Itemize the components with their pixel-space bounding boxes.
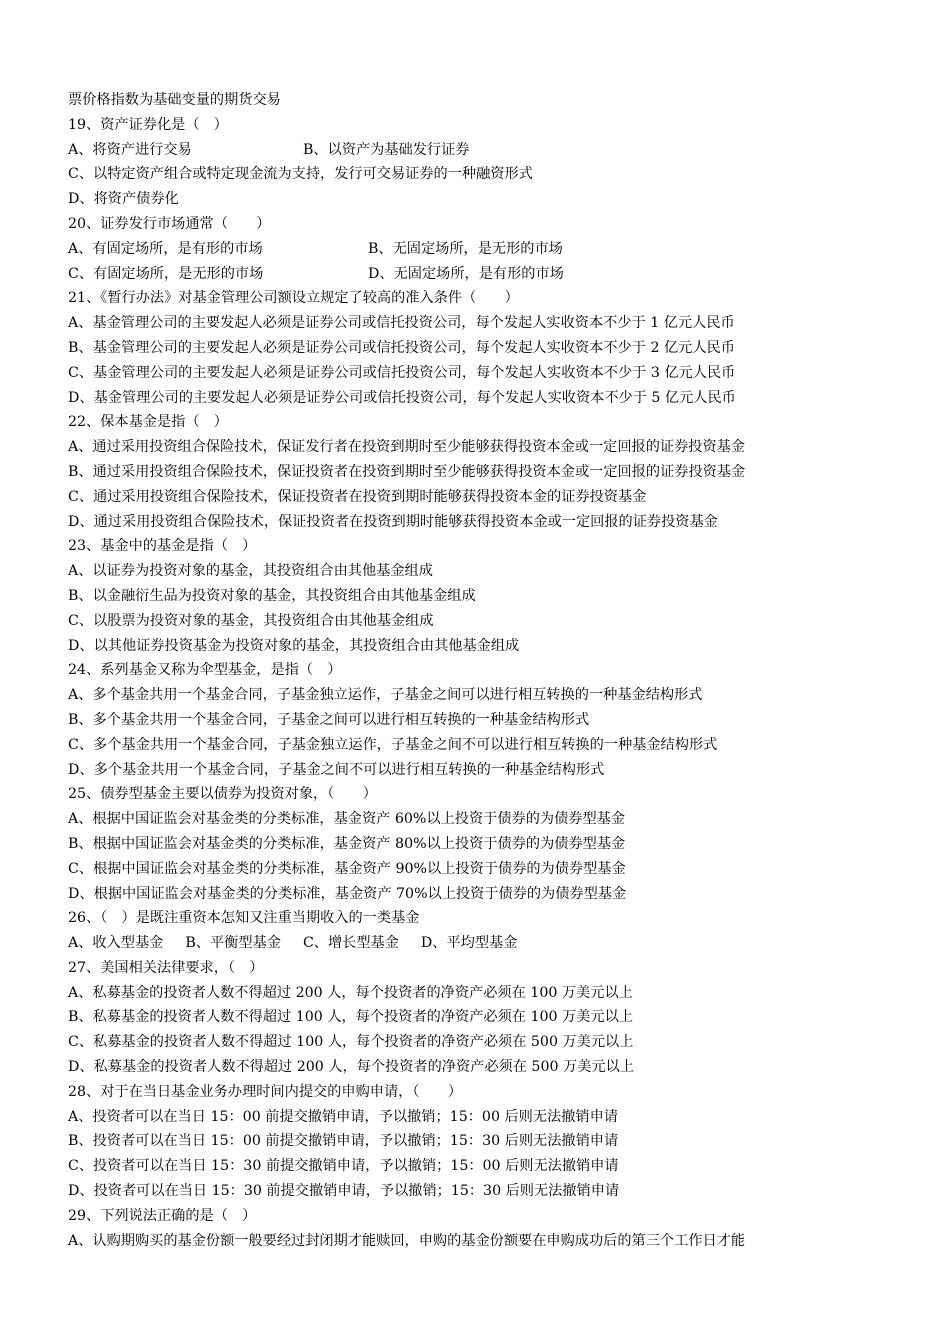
option-19d: D、将资产债券化 — [68, 191, 179, 208]
option-20c: C、有固定场所，是无形的市场 — [68, 265, 264, 282]
option-24b: B、多个基金共用一个基金合同，子基金之间可以进行相互转换的一种基金结构形式 — [68, 711, 590, 728]
option-28d: D、投资者可以在当日 15：30 前提交撤销申请，予以撤销；15：30 后则无法撤销申请 — [68, 1183, 620, 1200]
option-21a: A、基金管理公司的主要发起人必须是证券公司或信托投资公司，每个发起人实收资本不少于 1 亿元人民币 — [68, 315, 735, 332]
question-19-options-ab — [68, 138, 898, 163]
question-29: 29、下列说法正确的是（ ） — [68, 1207, 257, 1224]
option-27a: A、私募基金的投资者人数不得超过 200 人，每个投资者的净资产必须在 100 万美元以上 — [68, 984, 633, 1001]
question-19: 19、资产证券化是（ ） — [68, 116, 228, 133]
option-19a: A、将资产进行交易 — [68, 141, 192, 158]
option-26c: C、增长型基金 — [302, 935, 399, 952]
question-20: 20、证券发行市场通常（ ） — [68, 215, 271, 232]
option-19c: C、以特定资产组合或特定现金流为支持，发行可交易证券的一种融资形式 — [68, 166, 533, 183]
option-25d: D、根据中国证监会对基金类的分类标准，基金资产 70%以上投资于债券的为债券型基金 — [68, 885, 627, 902]
question-20-options-cd — [68, 262, 898, 287]
option-25c: C、根据中国证监会对基金类的分类标准，基金资产 90%以上投资于债券的为债券型基金 — [68, 860, 626, 877]
option-20a: A、有固定场所，是有形的市场 — [68, 240, 263, 257]
option-23a: A、以证券为投资对象的基金，其投资组合由其他基金组成 — [68, 563, 433, 580]
option-22c: C、通过采用投资组合保险技术，保证投资者在投资到期时能够获得投资本金的证券投资基金 — [68, 488, 647, 505]
option-24c: C、多个基金共用一个基金合同，子基金独立运作，子基金之间不可以进行相互转换的一种基金结构形式 — [68, 736, 718, 753]
option-19b: B、以资产为基础发行证券 — [303, 141, 470, 158]
option-22d: D、通过采用投资组合保险技术，保证投资者在投资到期时能够获得投资本金或一定回报的证券投资基金 — [68, 513, 718, 530]
option-28b: B、投资者可以在当日 15：00 前提交撤销申请，予以撤销；15：30 后则无法撤销申请 — [68, 1133, 619, 1150]
question-21: 21、《暂行办法》对基金管理公司额设立规定了较高的准入条件（ ） — [68, 290, 519, 307]
question-22: 22、保本基金是指（ ） — [68, 414, 228, 431]
question-27: 27、美国相关法律要求，（ ） — [68, 959, 264, 976]
option-28a: A、投资者可以在当日 15：00 前提交撤销申请，予以撤销；15：00 后则无法撤销申请 — [68, 1108, 618, 1125]
text-line: 票价格指数为基础变量的期货交易 — [68, 92, 281, 108]
option-24d: D、多个基金共用一个基金合同，子基金之间不可以进行相互转换的一种基金结构形式 — [68, 761, 605, 778]
option-23d: D、以其他证券投资基金为投资对象的基金，其投资组合由其他基金组成 — [68, 637, 520, 654]
option-23c: C、以股票为投资对象的基金，其投资组合由其他基金组成 — [68, 612, 434, 629]
option-27c: C、私募基金的投资者人数不得超过 100 人，每个投资者的净资产必须在 500 万美元以上 — [68, 1034, 634, 1051]
question-24: 24、系列基金又称为伞型基金，是指（ ） — [68, 662, 342, 679]
option-24a: A、多个基金共用一个基金合同，子基金独立运作，子基金之间可以进行相互转换的一种基金结构形式 — [68, 687, 703, 704]
option-26d: D、平均型基金 — [420, 935, 518, 952]
option-22a: A、通过采用投资组合保险技术，保证发行者在投资到期时至少能够获得投资本金或一定回报的证券投资基金 — [68, 439, 746, 456]
question-26: 26、（ ）是既注重资本怎知又注重当期收入的一类基金 — [68, 910, 420, 927]
question-25: 25、债券型基金主要以债券为投资对象，（ ） — [68, 786, 377, 803]
option-20b: B、无固定场所，是无形的市场 — [368, 240, 563, 257]
question-28: 28、对于在当日基金业务办理时间内提交的申购申请，（ ） — [68, 1083, 463, 1100]
option-26a: A、收入型基金 — [68, 935, 164, 952]
document-page — [68, 88, 898, 1253]
option-27b: B、私募基金的投资者人数不得超过 100 人，每个投资者的净资产必须在 100 万美元以上 — [68, 1009, 634, 1026]
option-28c: C、投资者可以在当日 15：30 前提交撤销申请，予以撤销；15：00 后则无法撤销申请 — [68, 1158, 619, 1175]
option-20d: D、无固定场所，是有形的市场 — [368, 265, 564, 282]
option-21c: C、基金管理公司的主要发起人必须是证券公司或信托投资公司，每个发起人实收资本不少于 3 亿元人民币 — [68, 364, 736, 381]
question-20-options-ab — [68, 237, 898, 262]
option-25a: A、根据中国证监会对基金类的分类标准，基金资产 60%以上投资于债券的为债券型基金 — [68, 811, 626, 828]
option-25b: B、根据中国证监会对基金类的分类标准，基金资产 80%以上投资于债券的为债券型基金 — [68, 835, 626, 852]
option-29a: A、认购期购买的基金份额一般要经过封闭期才能赎回，申购的基金份额要在申购成功后的第三个工作日才能 — [68, 1232, 746, 1249]
question-26-options — [68, 931, 898, 956]
option-27d: D、私募基金的投资者人数不得超过 200 人，每个投资者的净资产必须在 500 万美元以上 — [68, 1059, 634, 1076]
option-22b: B、通过采用投资组合保险技术，保证投资者在投资到期时至少能够获得投资本金或一定回报的证券投资基金 — [68, 463, 746, 480]
option-21d: D、基金管理公司的主要发起人必须是证券公司或信托投资公司，每个发起人实收资本不少于 5 亿元人民币 — [68, 389, 736, 406]
option-23b: B、以金融衍生品为投资对象的基金，其投资组合由其他基金组成 — [68, 587, 476, 604]
option-26b: B、平衡型基金 — [185, 935, 281, 952]
question-23: 23、基金中的基金是指（ ） — [68, 538, 257, 555]
option-21b: B、基金管理公司的主要发起人必须是证券公司或信托投资公司，每个发起人实收资本不少于 2 亿元人民币 — [68, 339, 735, 356]
